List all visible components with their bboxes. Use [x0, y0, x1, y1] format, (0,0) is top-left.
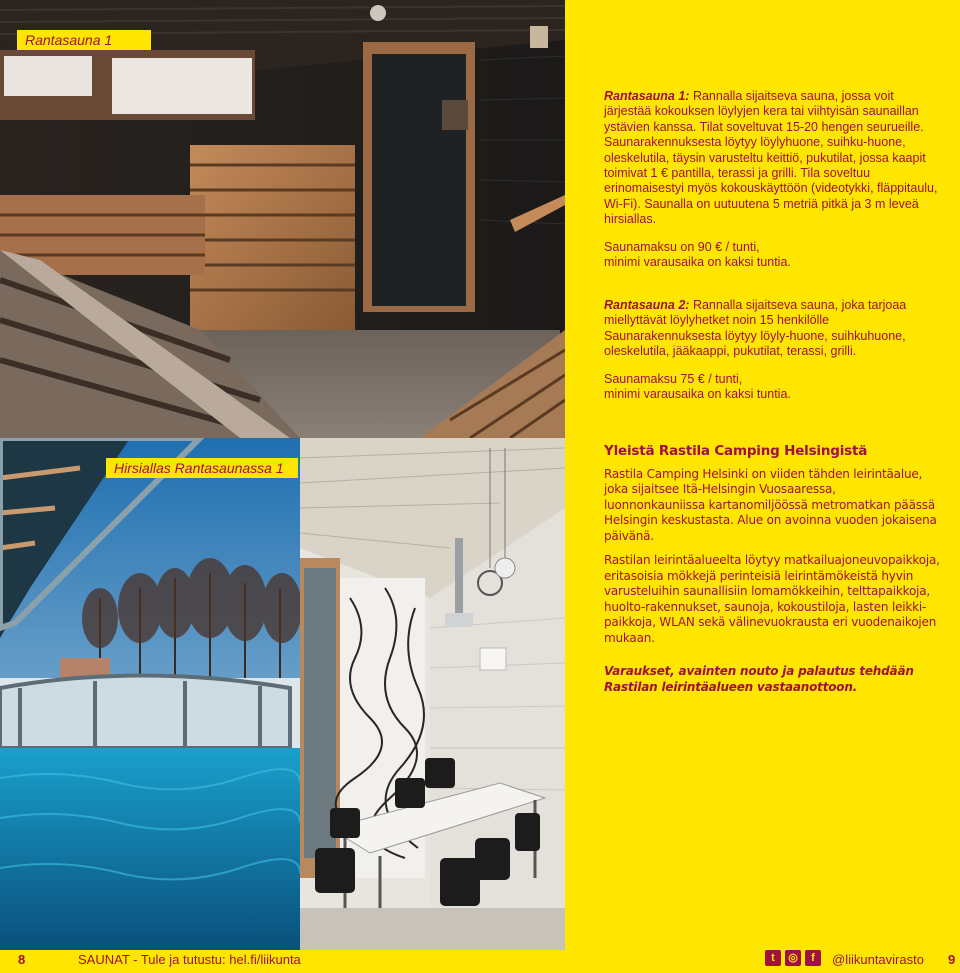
twitter-icon[interactable]: t: [765, 950, 781, 966]
camping-note: Varaukset, avainten nouto ja palautus tehdään Rastilan leirintäalueen vastaanottoon.: [604, 664, 914, 694]
sauna2-description: [604, 298, 940, 402]
instagram-icon[interactable]: ◎: [785, 950, 801, 966]
page-footer: [0, 945, 960, 973]
camping-info: [604, 444, 940, 695]
sauna2-price-line1: Saunamaksu 75 € / tunti,: [604, 371, 743, 386]
sauna1-price-line1: Saunamaksu on 90 € / tunti,: [604, 239, 760, 254]
page-number-right: 9: [948, 952, 956, 967]
page-number-left: 8: [18, 952, 26, 967]
sauna2-title: Rantasauna 2:: [604, 298, 690, 312]
sauna1-description: [604, 89, 940, 270]
facebook-icon[interactable]: f: [805, 950, 821, 966]
sauna1-body: Rannalla sijaitseva sauna, jossa voit järjestää kokouksen löylyjen kera tai viihtyisän saunaillan ystävien kanssa. Tilat soveltuvat 15-20 hengen seurueille. Saunarakennuksesta löytyy löylyhuone, suihku-huone, oleskelutila, täysin varusteltu keittiö, pukutilat, jossa kaapit toimivat 1 € pantilla, terassi ja grilli. Tila soveltuu erinomaisestyi myös kokouskäyttöön (videotykki, fläppitaulu, Wi-Fi). Saunalla on uutuutena 5 metriä pitkä ja 3 m leveä hirsiallas.: [604, 89, 938, 227]
sauna2-body: Rannalla sijaitseva sauna, joka tarjoaa miellyttävät löylyhetket noin 15 henkilölle Saunarakennuksesta löytyy löyly-huone, suihkuhuone, oleskelutila, jääkaappi, pukutilat, terassi, grilli.: [604, 298, 907, 359]
camping-para1: Rastila Camping Helsinki on viiden tähden leirintäalue, joka sijaitsee Itä-Helsingin Vuosaaressa, luonnonkauniissa kartanomiljöössä metromatkan päässä Helsingin keskustasta. Alue on avoinna vuoden jokaisena päivänä.: [604, 466, 937, 543]
footer-handle[interactable]: @liikuntavirasto: [832, 952, 924, 967]
meeting-room-photo: [300, 438, 565, 950]
camping-para2: Rastilan leirintäalueelta löytyy matkailuajoneuvopaikkoja, eritasoisia mökkejä perinteisiä leirintämökeistä hyvin varusteluihin saunallisiin lomamökkeihin, telttapaikkoja, huolto-rakennukset, saunoja, kokoustiloja, lasten leikki-paikkoja, WLAN sekä välinevuokrausta eri vuodenaikojen mukaan.: [604, 553, 940, 645]
sauna2-price-line2: minimi varausaika on kaksi tuntia.: [604, 387, 791, 402]
camping-heading: Yleistä Rastila Camping Helsingistä: [604, 443, 868, 459]
footer-title: SAUNAT - Tule ja tutustu: hel.fi/liikunta: [78, 952, 301, 967]
photo-caption-pool: Hirsiallas Rantasaunassa 1: [106, 458, 298, 478]
sauna1-title: Rantasauna 1:: [604, 89, 690, 103]
sauna-interior-photo: [0, 0, 565, 438]
sauna1-price-line2: minimi varausaika on kaksi tuntia.: [604, 255, 791, 270]
photo-caption-sauna1: Rantasauna 1: [17, 30, 151, 50]
pool-photo: [0, 438, 300, 950]
